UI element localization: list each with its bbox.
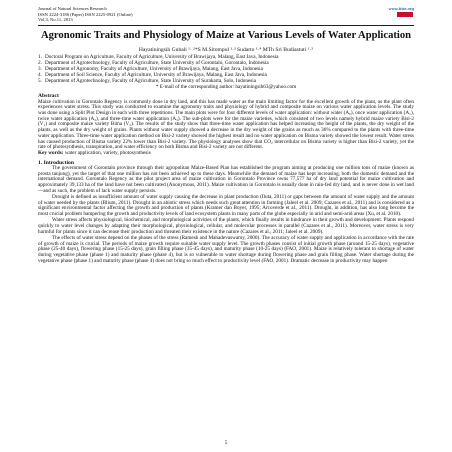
- affiliation-number: 4.: [38, 71, 42, 78]
- intro-paragraph: Water stress affects physiological, biochemical, and morphological activities of the plants, which finally results in hindrance in their growth and development. Plants respond quickly to water level changes by adapting their morphological, physiological, cellular, and molecular processes in parallel (Cazares et al., 2011). Moreover, water stress is very harmful for plants since it can decrease their production and threaten their existence in the nature (Cazares et al., 2011; Jaleel et al. 2009).: [38, 217, 414, 235]
- corresponding-author-email: * E-mail of the corresponding author: hayatiningsih63@yahoo.com: [155, 83, 297, 90]
- affiliation-number: 5.: [38, 77, 42, 84]
- affiliation-list: [38, 55, 414, 85]
- affiliation-text: Doctoral Program on Agriculture, Faculty of Agriculture, University of Brawijaya, Malang, East Java, Indonesia: [45, 53, 279, 60]
- abstract-section: [38, 93, 414, 156]
- affiliation-text: Department of Agronomy, Faculty of Agriculture, University of Brawijaya, Malang, East Java, Indonesia: [45, 65, 263, 72]
- keywords-text: water application, variety, photosynthesis: [63, 149, 151, 156]
- journal-issn: ISSN 2224-3186 (Paper) ISSN 2225-0921 (Online): [38, 11, 133, 17]
- affiliation-text: Department of Agrotechnology, Faculty of Agriculture, State University of Gorontalo, Gorontalo, Indonesia: [45, 59, 269, 66]
- intro-paragraph: The effects of water stress depend on the phases of the stress (Ramesh and Mahadevaswamy, 2000). The accuracy of water supply and application in accordance with the rate of growth of maize is crucial. The periods of maize growth require suitable water supply level. The growth phases consist of initial growth phase (around 15-25 days), vegetative phase (25-40 days), flowering phase (15-25 days), grain filling phase (35-45 days), and maturity phase (10-25 days) (FAO, 2001). Maize is relatively tolerant to shortage of water during vegetative phase (phase 1) and maturity phase (phase 4), but is so vulnerable to water shortage during flowering phase and grain filling phase. Water shortage during the vegetative phase (phase 1) and maturity phase (phase 4) does not bring so much effect to productivity level (FAO, 2001). Dramatic decrease in productivity may happen: [38, 235, 414, 264]
- intro-paragraph: The government of Gorontalo province through their agropolitan Maize-Based Plan has established the program aiming at producing one million tons of maize (known as prosta tanjung), yet the target of that one million has not been achieved up to these days. Meanwhile the demand of maize has kept increasing, both the domestic demand and the international demand. Gorontalo Regency as the pilot project area of maize cultivation in Gorontalo Province owns 77,577 ha of dry land potential for maize cultivation and approximately 39,133 ha of the land have not been cultivated (Anonymous, 2011). Maize cultivation in Gorontalo is usually done in rain-fed dry land, and is never done in wet land—and as such, the problem of lack water supply persists.: [38, 164, 414, 194]
- author-list: Hayatiningsih Gubali ¹· ²*S M.Sitompul ¹·³ Sudarto ¹·⁴ MTh Sri Budiastuti ¹·⁵: [138, 46, 314, 53]
- abstract-text: Maize cultivation in Gorontalo Regency is commonly done in dry land, and this has made water as the main limiting factor for the excellent growth of the plant, as the plant often experiences water stress. This study was conducted to examine the agronomy traits and physiology of hybrid and composite maize on various water application levels. The study was done using a Split Plot Design in each with three repetitions. The main plots were for four different levels of water application: without water (A₀), once water application (A₁), twice water application (A₂), and three-time water application (A₃). The sub-plots were for the maize varieties, which consisted of two levels namely hybrid maize variety Bisi-2 (V₁) and composite maize variety Bima (V₂). The results of the study show that three-time water application has helped increasing the height of the plants, the dry weight of the plants, as well as the dry weight of grains. Plants without water supply showed a decrease in the dry weight of the grains as much as 36% compared to the plants with three-time water application. Three-time water application method on Bisi-2 variety showed the highest result and no water application on Bisma variety showed the lowest result. Water stress has caused production of Bisma variety 22% lower than Bisi-2 variety. The physiology analyses show that CO₂ intercellular on Bisma variety is higher than Bisi-2 variety, yet the rate of photosynthesis, transpiration, and water efficiency on both Bisma and Bisi-2 variety are not different.: [38, 98, 414, 151]
- keywords-line: [38, 151, 414, 157]
- introduction-heading: 1. Introduction: [38, 159, 74, 166]
- iiste-logo-icon: [397, 12, 413, 17]
- affiliation-text: Department of Agrotechnology, Faculty of Agriculture, State University of Surakarta, Solo, Indonesia: [45, 77, 257, 84]
- paper-title: Agronomic Traits and Physiology of Maize at Various Levels of Water Application: [40, 29, 412, 41]
- introduction-section: [38, 160, 414, 265]
- affiliation-number: 1.: [38, 53, 42, 60]
- intro-paragraph: Drought is defined as insufficient amount of water supply causing the decrease in plant production (Iluta, 2011) or gaps between the amount of water supply and the amount of water needed by the plants (Blium, 2011). Drought in an abiotic stress which needs such great attention in farming (Jaleel et al. 2009; Cazares et al., 2011) and is considered as a significant environmental factor affecting the growth and production of plants (Kramer dan Boyer, 1995; Arcoverde et al., 2011). Drought, in addition, has also long become the most crucial problem hampering the growth and productivity levels of land ecosystem plants in many parts of the globe especially in arid and semi-arid areas (Xu, et al. 2010).: [38, 193, 414, 218]
- keywords-label: Key words:: [38, 149, 64, 156]
- journal-name: Journal of Natural Sciences Research: [38, 6, 107, 11]
- affiliation-text: Department of Soil Science, Faculty of Agriculture, University of Brawijaya, Malang, East Java, Indonesia: [45, 71, 267, 78]
- affiliation-number: 3.: [38, 65, 42, 72]
- journal-volume: Vol.3, No.11, 2013: [38, 17, 73, 23]
- page-number: 5: [224, 440, 228, 446]
- affiliation-number: 2.: [38, 59, 42, 66]
- header-divider: [38, 25, 414, 26]
- journal-website-link[interactable]: www.iiste.org: [388, 6, 414, 11]
- journal-header: [38, 6, 414, 23]
- abstract-heading: Abstract: [38, 93, 59, 100]
